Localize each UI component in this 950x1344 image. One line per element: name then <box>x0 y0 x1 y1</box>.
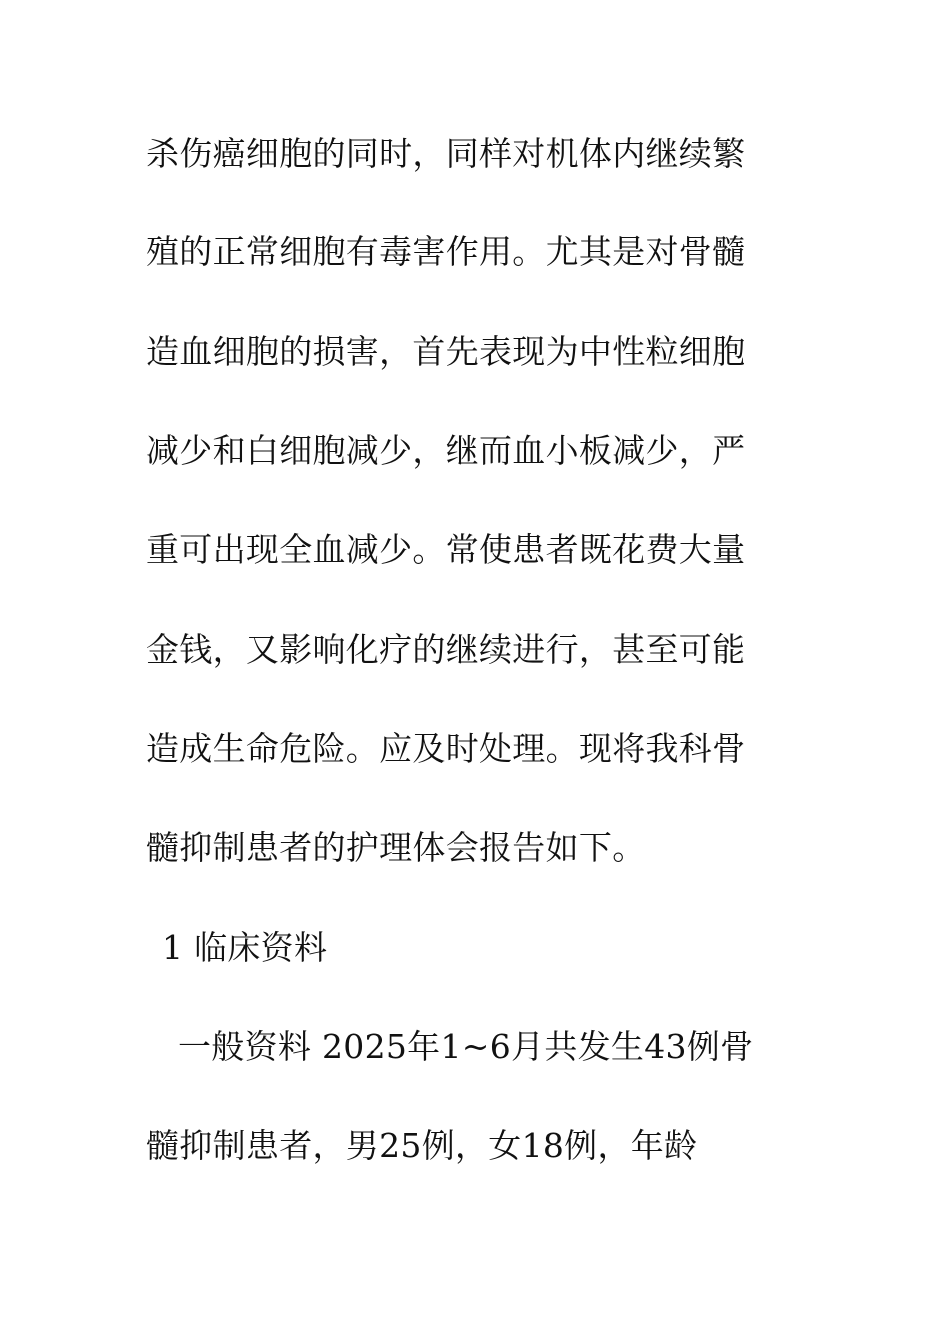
paragraph-line: 杀伤癌细胞的同时，同样对机体内继续繁 <box>146 134 746 173</box>
paragraph-line: 殖的正常细胞有毒害作用。尤其是对骨髓 <box>146 232 746 271</box>
paragraph-line: 造成生命危险。应及时处理。现将我科骨 <box>146 729 746 768</box>
section-heading: 1 临床资料 <box>162 928 328 967</box>
subsection-line: 一般资料 2025年1~6月共发生43例骨 <box>178 1027 754 1066</box>
paragraph-line: 髓抑制患者的护理体会报告如下。 <box>146 828 646 867</box>
paragraph-line: 减少和白细胞减少，继而血小板减少，严 <box>146 431 746 470</box>
paragraph-line: 髓抑制患者，男25例，女18例，年龄 <box>146 1126 698 1165</box>
paragraph-line: 重可出现全血减少。常使患者既花费大量 <box>146 530 746 569</box>
paragraph-line: 金钱，又影响化疗的继续进行，甚至可能 <box>146 630 746 669</box>
paragraph-line: 造血细胞的损害，首先表现为中性粒细胞 <box>146 332 746 371</box>
